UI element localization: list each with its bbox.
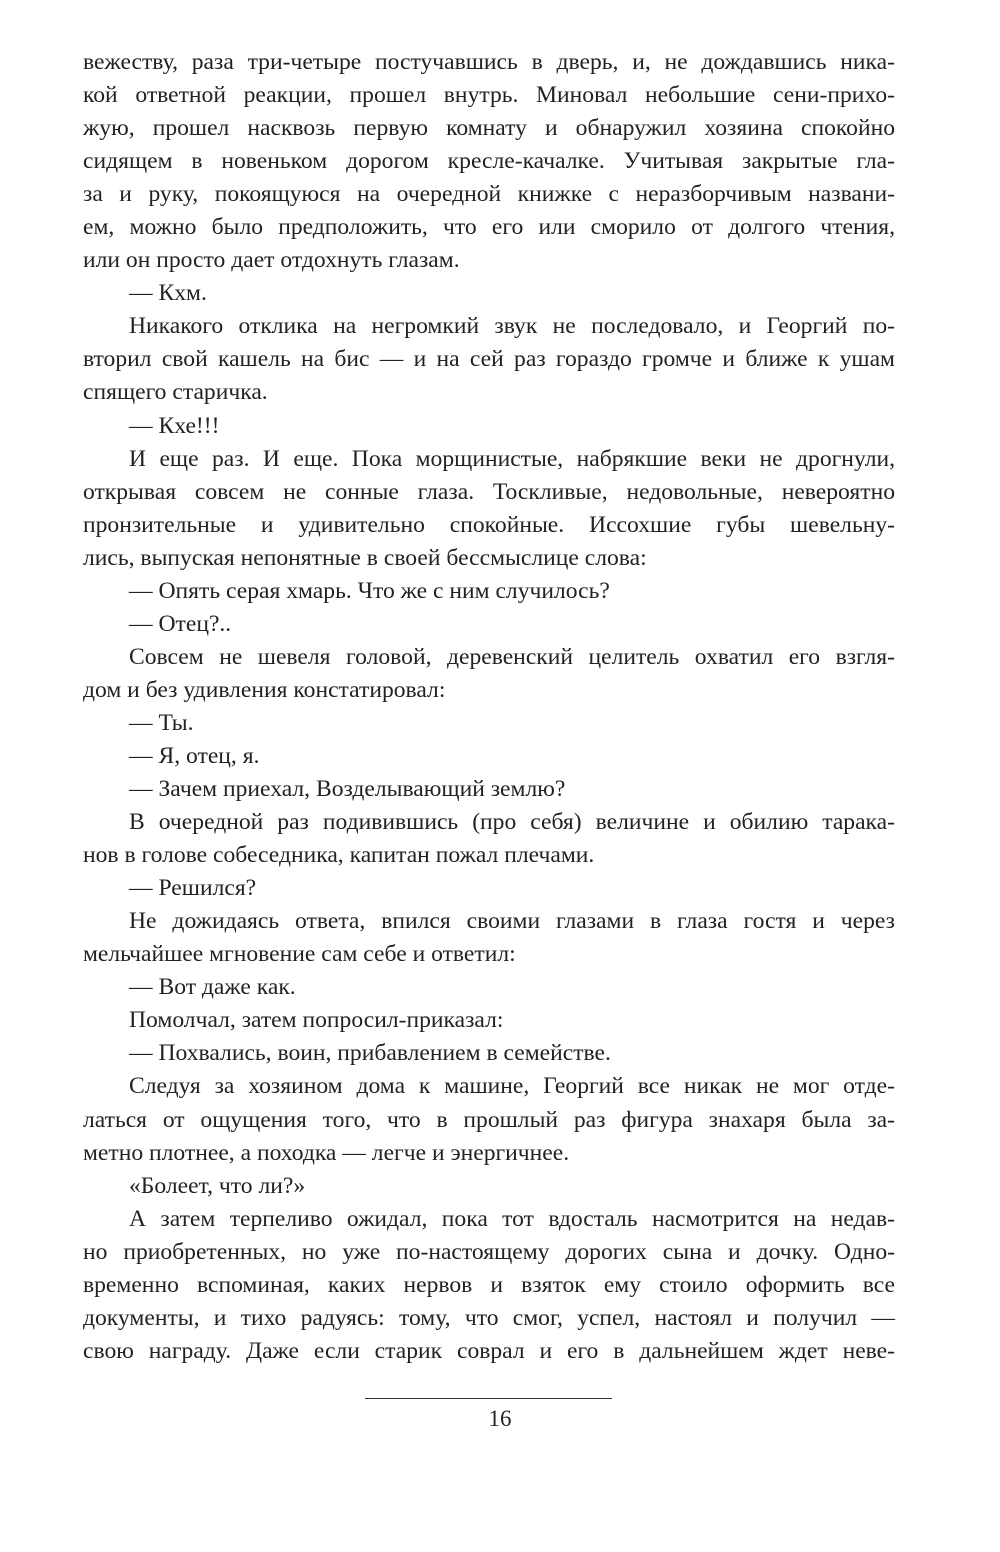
- text-line: или он просто дает отдохнуть глазам.: [83, 247, 460, 274]
- text-line: вежеству, раза три-четыре постучавшись в дверь, и, не дождавшись ника-: [83, 49, 895, 75]
- text-line: — Кхе!!!: [129, 412, 220, 439]
- text-line: — Опять серая хмарь. Что же с ним случилось?: [129, 577, 610, 604]
- text-line: мельчайшее мгновение сам себе и ответил:: [83, 941, 516, 968]
- body-text: [83, 46, 895, 1368]
- text-line: — Похвались, воин, прибавлением в семействе.: [129, 1040, 611, 1067]
- text-line: жую, прошел насквозь первую комнату и обнаружил хозяина спокойно: [83, 115, 895, 142]
- text-line: «Болеет, что ли?»: [129, 1172, 306, 1199]
- text-line: А затем терпеливо ожидал, пока тот вдосталь насмотрится на недав-: [129, 1205, 895, 1232]
- text-line: — Кхм.: [129, 280, 207, 307]
- footer-rule: [365, 1398, 612, 1399]
- text-line: — Вот даже как.: [129, 974, 296, 1001]
- text-line: Следуя за хозяином дома к машине, Георгий все никак не мог отде-: [129, 1073, 895, 1100]
- text-line: ем, можно было предположить, что его или сморило от долгого чтения,: [83, 214, 895, 241]
- text-line: за и руку, покоящуюся на очередной книжке с неразборчивым названи-: [83, 181, 895, 208]
- text-line: В очередной раз подивившись (про себя) величине и обилию тарака-: [129, 809, 895, 836]
- text-line: но приобретенных, но уже по-настоящему дорогих сына и дочку. Одно-: [83, 1238, 895, 1265]
- text-line: кой ответной реакции, прошел внутрь. Миновал небольшие сени-прихо-: [83, 82, 895, 109]
- text-line: вторил свой кашель на бис — и на сей раз гораздо громче и ближе к ушам: [83, 346, 895, 373]
- page-number: 16: [488, 1406, 512, 1431]
- text-line: лись, выпуская непонятные в своей бессмыслице слова:: [83, 544, 647, 571]
- text-line: Совсем не шевеля головой, деревенский целитель охватил его взгля-: [129, 643, 895, 670]
- text-line: — Решился?: [129, 875, 257, 902]
- text-line: — Отец?..: [129, 610, 232, 637]
- text-line: документы, и тихо радуясь: тому, что смог, успел, настоял и получил —: [83, 1304, 895, 1331]
- text-line: временно вспоминая, каких нервов и взяток ему стоило оформить все: [83, 1271, 895, 1298]
- text-line: дом и без удивления констатировал:: [83, 676, 446, 703]
- text-line: — Я, отец, я.: [129, 742, 260, 769]
- text-line: нов в голове собеседника, капитан пожал плечами.: [83, 842, 595, 869]
- text-line: — Ты.: [129, 709, 194, 736]
- text-line: сидящем в новеньком дорогом кресле-качалке. Учитывая закрытые гла-: [83, 148, 895, 175]
- text-line: Не дожидаясь ответа, впился своими глазами в глаза гостя и через: [129, 908, 895, 935]
- text-line: латься от ощущения того, что в прошлый раз фигура знахаря была за-: [83, 1106, 895, 1133]
- text-line: свою награду. Даже если старик соврал и его в дальнейшем ждет неве-: [83, 1337, 895, 1364]
- text-line: Никакого отклика на негромкий звук не последовало, и Георгий по-: [129, 313, 895, 340]
- text-line: — Зачем приехал, Возделывающий землю?: [129, 776, 566, 803]
- text-line: пронзительные и удивительно спокойные. Иссохшие губы шевельну-: [83, 511, 895, 538]
- text-line: спящего старичка.: [83, 379, 268, 406]
- text-line: открывая совсем не сонные глаза. Тоскливые, недовольные, невероятно: [83, 478, 895, 505]
- text-line: метно плотнее, а походка — легче и энергичнее.: [83, 1139, 570, 1166]
- text-line: И еще раз. И еще. Пока морщинистые, набрякшие веки не дрогнули,: [129, 445, 895, 472]
- text-line: Помолчал, затем попросил-приказал:: [129, 1007, 504, 1034]
